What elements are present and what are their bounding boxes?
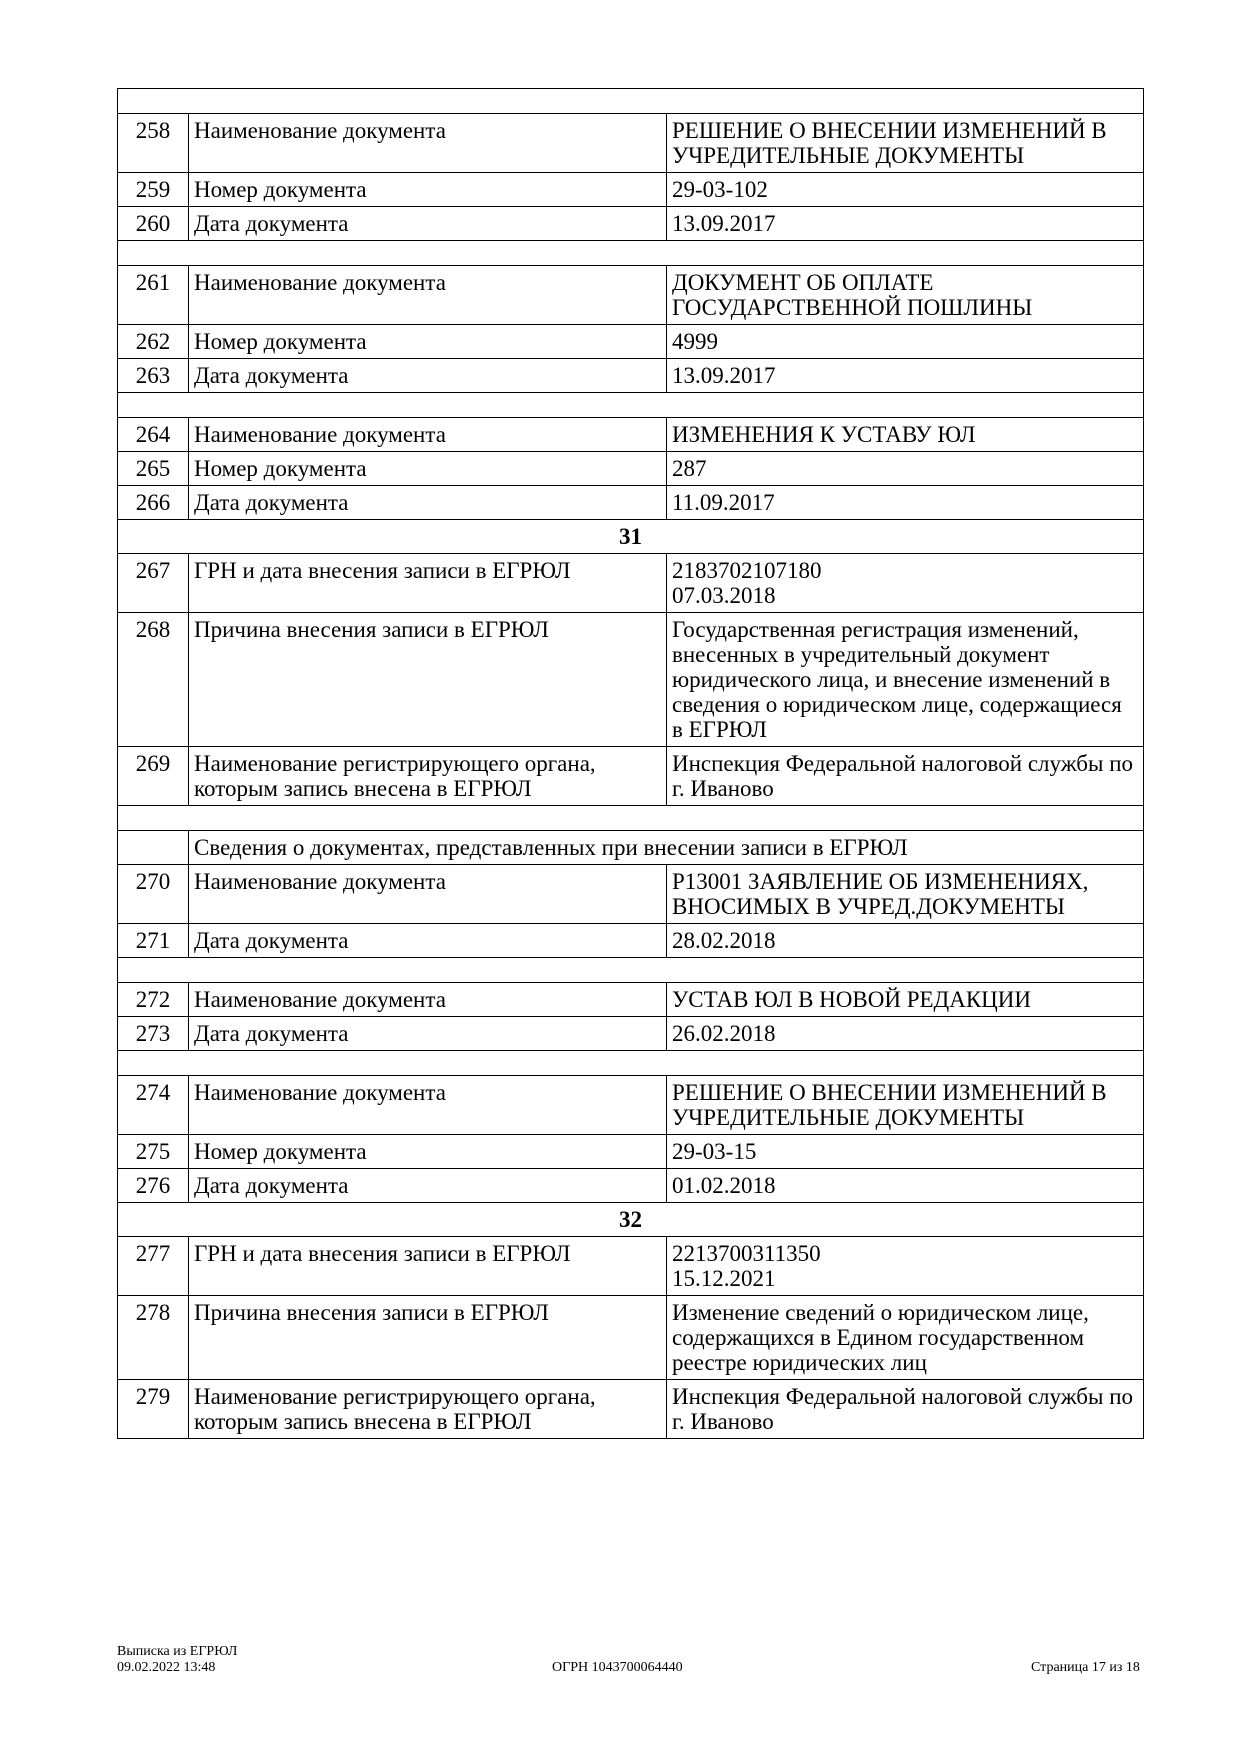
blank-cell [118, 806, 1144, 831]
table-row [118, 359, 1144, 393]
table-row [118, 1135, 1144, 1169]
row-number: 264 [118, 418, 189, 452]
row-number: 265 [118, 452, 189, 486]
blank-separator-row [118, 393, 1144, 418]
row-label: Причина внесения записи в ЕГРЮЛ [189, 1296, 667, 1380]
row-label: Дата документа [189, 1017, 667, 1051]
row-value: УСТАВ ЮЛ В НОВОЙ РЕДАКЦИИ [667, 983, 1144, 1017]
row-value: 2213700311350 15.12.2021 [667, 1237, 1144, 1296]
table-row [118, 1076, 1144, 1135]
row-number: 279 [118, 1380, 189, 1439]
egrul-records-table [117, 88, 1144, 1439]
table-row [118, 1380, 1144, 1439]
table-row [118, 1237, 1144, 1296]
row-value: 13.09.2017 [667, 359, 1144, 393]
row-number: 267 [118, 554, 189, 613]
table-row [118, 613, 1144, 747]
row-label: Наименование регистрирующего органа, которым запись внесена в ЕГРЮЛ [189, 747, 667, 806]
row-label: Дата документа [189, 924, 667, 958]
row-number: 270 [118, 865, 189, 924]
row-label: Наименование документа [189, 865, 667, 924]
section-number: 31 [118, 520, 1144, 554]
row-value: РЕШЕНИЕ О ВНЕСЕНИИ ИЗМЕНЕНИЙ В УЧРЕДИТЕЛЬНЫЕ ДОКУМЕНТЫ [667, 1076, 1144, 1135]
row-number: 272 [118, 983, 189, 1017]
table-row [118, 173, 1144, 207]
row-number-empty [118, 831, 189, 865]
row-label: Номер документа [189, 173, 667, 207]
row-number: 277 [118, 1237, 189, 1296]
blank-cell [118, 89, 1144, 114]
row-label: Дата документа [189, 359, 667, 393]
blank-separator-row [118, 89, 1144, 114]
row-value: ДОКУМЕНТ ОБ ОПЛАТЕ ГОСУДАРСТВЕННОЙ ПОШЛИНЫ [667, 266, 1144, 325]
table-row [118, 1296, 1144, 1380]
row-number: 276 [118, 1169, 189, 1203]
footer-left [117, 1644, 237, 1676]
table-row [118, 554, 1144, 613]
row-number: 278 [118, 1296, 189, 1380]
row-number: 268 [118, 613, 189, 747]
row-value: 11.09.2017 [667, 486, 1144, 520]
row-value: 29-03-102 [667, 173, 1144, 207]
footer-datetime: 09.02.2022 13:48 [117, 1660, 216, 1675]
row-label: Наименование документа [189, 983, 667, 1017]
row-value: ИЗМЕНЕНИЯ К УСТАВУ ЮЛ [667, 418, 1144, 452]
row-label: Дата документа [189, 486, 667, 520]
row-value: 28.02.2018 [667, 924, 1144, 958]
row-value: Государственная регистрация изменений, внесенных в учредительный документ юридического лица, и внесение изменений в сведения о юридическом лице, содержащиеся в ЕГРЮЛ [667, 613, 1144, 747]
row-value: Изменение сведений о юридическом лице, содержащихся в Едином государственном реестре юридических лиц [667, 1296, 1144, 1380]
table-row [118, 865, 1144, 924]
row-label: Наименование документа [189, 266, 667, 325]
blank-cell [118, 958, 1144, 983]
row-number: 273 [118, 1017, 189, 1051]
row-number: 266 [118, 486, 189, 520]
row-number: 259 [118, 173, 189, 207]
table-row [118, 486, 1144, 520]
footer-doc-name: Выписка из ЕГРЮЛ [117, 1644, 238, 1659]
row-label: Номер документа [189, 1135, 667, 1169]
blank-separator-row [118, 241, 1144, 266]
subheader-row [118, 831, 1144, 865]
row-number: 258 [118, 114, 189, 173]
table-row [118, 266, 1144, 325]
row-label: ГРН и дата внесения записи в ЕГРЮЛ [189, 554, 667, 613]
row-value: 29-03-15 [667, 1135, 1144, 1169]
section-header-row [118, 1203, 1144, 1237]
table-body [118, 89, 1144, 1439]
row-label: Наименование документа [189, 114, 667, 173]
row-number: 271 [118, 924, 189, 958]
footer-ogrn: ОГРН 1043700064440 [552, 1660, 683, 1675]
row-number: 274 [118, 1076, 189, 1135]
section-number: 32 [118, 1203, 1144, 1237]
row-value: Инспекция Федеральной налоговой службы по г. Иваново [667, 747, 1144, 806]
row-number: 275 [118, 1135, 189, 1169]
table-row [118, 452, 1144, 486]
row-value: 26.02.2018 [667, 1017, 1144, 1051]
subheader-text: Сведения о документах, представленных при внесении записи в ЕГРЮЛ [189, 831, 1144, 865]
row-label: Номер документа [189, 452, 667, 486]
row-value: Р13001 ЗАЯВЛЕНИЕ ОБ ИЗМЕНЕНИЯХ, ВНОСИМЫХ В УЧРЕД.ДОКУМЕНТЫ [667, 865, 1144, 924]
table-row [118, 1017, 1144, 1051]
row-label: Наименование документа [189, 418, 667, 452]
row-number: 263 [118, 359, 189, 393]
row-label: Наименование документа [189, 1076, 667, 1135]
row-value: 287 [667, 452, 1144, 486]
row-value: 2183702107180 07.03.2018 [667, 554, 1144, 613]
row-label: Номер документа [189, 325, 667, 359]
row-value: 01.02.2018 [667, 1169, 1144, 1203]
row-label: Дата документа [189, 1169, 667, 1203]
row-number: 262 [118, 325, 189, 359]
row-label: Дата документа [189, 207, 667, 241]
blank-cell [118, 241, 1144, 266]
row-number: 269 [118, 747, 189, 806]
table-row [118, 1169, 1144, 1203]
blank-cell [118, 393, 1144, 418]
blank-separator-row [118, 806, 1144, 831]
row-label: ГРН и дата внесения записи в ЕГРЮЛ [189, 1237, 667, 1296]
row-value: 13.09.2017 [667, 207, 1144, 241]
blank-cell [118, 1051, 1144, 1076]
table-row [118, 924, 1144, 958]
table-row [118, 983, 1144, 1017]
row-value: 4999 [667, 325, 1144, 359]
row-label: Наименование регистрирующего органа, которым запись внесена в ЕГРЮЛ [189, 1380, 667, 1439]
row-value: РЕШЕНИЕ О ВНЕСЕНИИ ИЗМЕНЕНИЙ В УЧРЕДИТЕЛЬНЫЕ ДОКУМЕНТЫ [667, 114, 1144, 173]
table-row [118, 325, 1144, 359]
row-value: Инспекция Федеральной налоговой службы по г. Иваново [667, 1380, 1144, 1439]
section-header-row [118, 520, 1144, 554]
blank-separator-row [118, 1051, 1144, 1076]
table-row [118, 418, 1144, 452]
table-row [118, 747, 1144, 806]
table-row [118, 114, 1144, 173]
blank-separator-row [118, 958, 1144, 983]
row-number: 260 [118, 207, 189, 241]
table-row [118, 207, 1144, 241]
footer-page-number: Страница 17 из 18 [1031, 1660, 1140, 1675]
row-label: Причина внесения записи в ЕГРЮЛ [189, 613, 667, 747]
row-number: 261 [118, 266, 189, 325]
